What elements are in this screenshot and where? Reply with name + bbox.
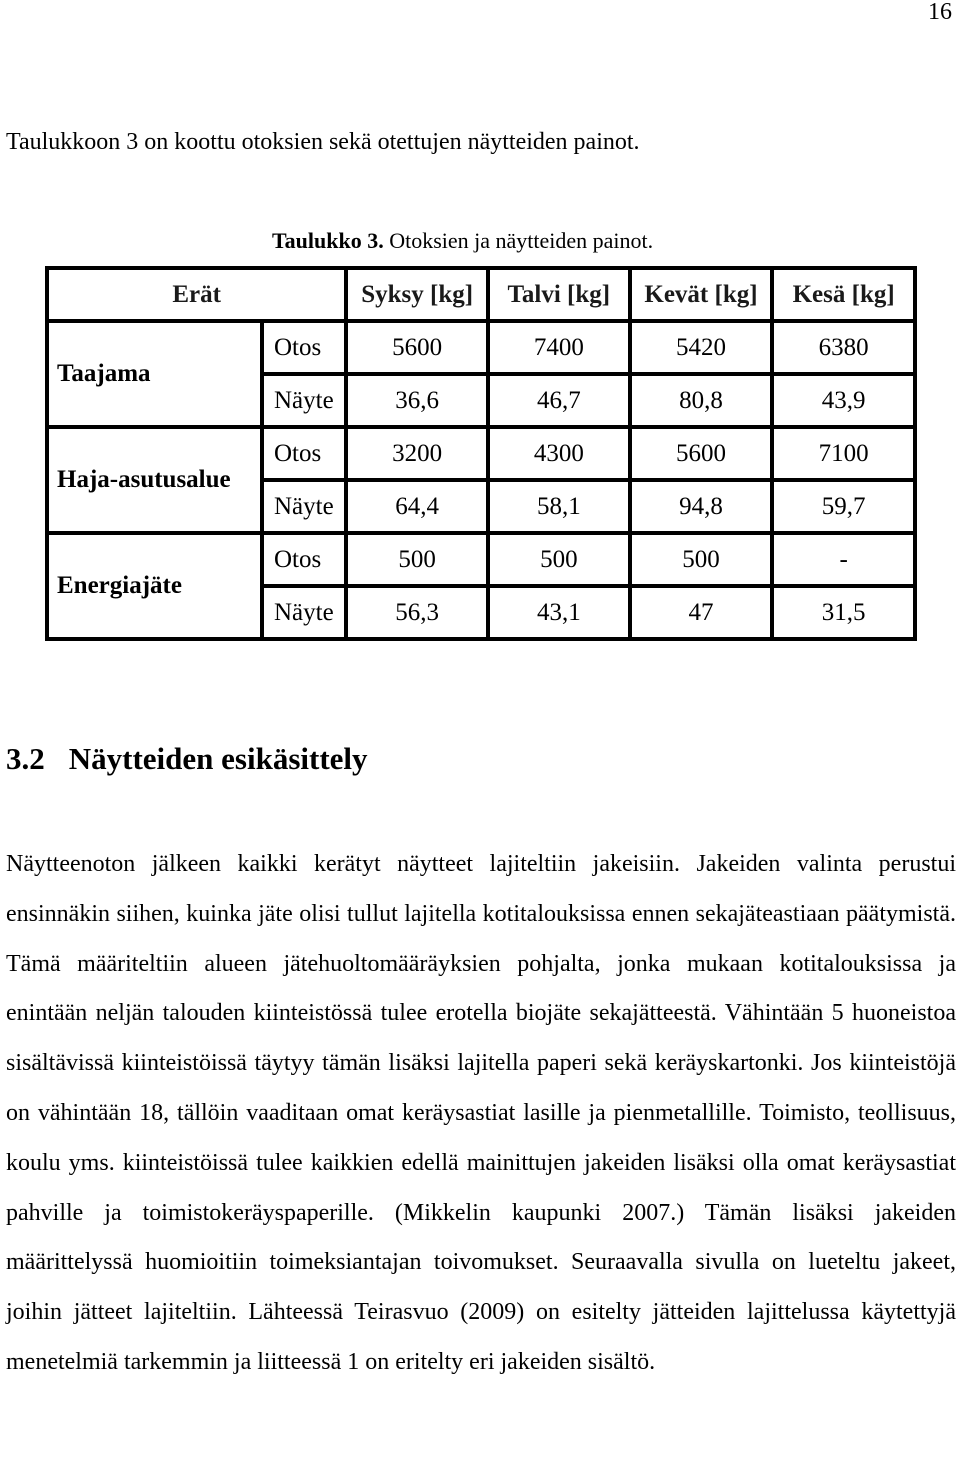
group-cell: Haja-asutusalue <box>47 427 262 533</box>
row-type-cell: Näyte <box>262 480 346 533</box>
row-type-cell: Otos <box>262 321 346 374</box>
row-type-cell: Näyte <box>262 586 346 639</box>
section-number: 3.2 <box>6 741 45 776</box>
header-cell: Kesä [kg] <box>772 268 915 321</box>
table-row <box>47 533 915 586</box>
value-cell: 58,1 <box>488 480 630 533</box>
value-cell: 6380 <box>772 321 915 374</box>
value-cell: 5420 <box>630 321 773 374</box>
value-cell: 56,3 <box>346 586 488 639</box>
table-row <box>47 427 915 480</box>
group-cell: Taajama <box>47 321 262 427</box>
value-cell: 7400 <box>488 321 630 374</box>
header-cell: Syksy [kg] <box>346 268 488 321</box>
table-row <box>47 321 915 374</box>
value-cell: 3200 <box>346 427 488 480</box>
body-paragraph: Näytteenoton jälkeen kaikki kerätyt näytteet lajiteltiin jakeisiin. Jakeiden valinta perustui ensinnäkin siihen, kuinka jäte olisi tullut lajitella kotitalouksissa ennen sekajäteastiaan päätymistä. Tämä määriteltiin alueen jätehuoltomääräyksien pohjalta, jonka mukaan kotitalouksissa ja enintään neljän talouden kiinteistössä tulee erotella biojäte sekajätteestä. Vähintään 5 huoneistoa sisältävissä kiinteistöissä täytyy tämän lisäksi lajitella paperi sekä keräyskartonki. Jos kiinteistöjä on vähintään 18, tällöin vaaditaan omat keräysastiat lasille ja pienmetallille. Toimisto, teollisuus, koulu yms. kiinteistöissä tulee kaikkien edellä mainittujen jakeiden lisäksi olla omat keräysastiat pahville ja toimistokeräyspaperille. (Mikkelin kaupunki 2007.) Tämän lisäksi jakeiden määrittelyssä huomioitiin toimeksiantajan toivomukset. Seuraavalla sivulla on lueteltu jakeet, joihin jätteet lajiteltiin. Lähteessä Teirasvuo (2009) on esitelty jätteiden lajittelussa käytettyjä menetelmiä tarkemmin ja liitteessä 1 on eritelty eri jakeiden sisältö. <box>6 851 956 1375</box>
intro-paragraph: Taulukkoon 3 on koottu otoksien sekä otettujen näytteiden painot. <box>6 129 640 155</box>
value-cell: 80,8 <box>630 374 773 427</box>
row-type-cell: Otos <box>262 533 346 586</box>
header-cell: Kevät [kg] <box>630 268 773 321</box>
group-cell: Energiajäte <box>47 533 262 639</box>
value-cell: 4300 <box>488 427 630 480</box>
value-cell: 7100 <box>772 427 915 480</box>
value-cell: 59,7 <box>772 480 915 533</box>
value-cell: 500 <box>630 533 773 586</box>
value-cell: 31,5 <box>772 586 915 639</box>
section-title: Näytteiden esikäsittely <box>68 741 368 776</box>
value-cell: 5600 <box>630 427 773 480</box>
section-heading <box>6 740 368 778</box>
value-cell: 36,6 <box>346 374 488 427</box>
value-cell: 5600 <box>346 321 488 374</box>
value-cell: 47 <box>630 586 773 639</box>
page-number: 16 <box>928 0 952 25</box>
value-cell: 43,1 <box>488 586 630 639</box>
weights-table <box>45 266 917 641</box>
value-cell: 64,4 <box>346 480 488 533</box>
value-cell: 46,7 <box>488 374 630 427</box>
value-cell: 94,8 <box>630 480 773 533</box>
table-caption-text: Otoksien ja näytteiden painot. <box>389 228 654 253</box>
value-cell: 43,9 <box>772 374 915 427</box>
table-caption-label: Taulukko 3. <box>272 228 384 253</box>
table-header-row <box>47 268 915 321</box>
value-cell: 500 <box>488 533 630 586</box>
value-cell: 500 <box>346 533 488 586</box>
row-type-cell: Otos <box>262 427 346 480</box>
row-type-cell: Näyte <box>262 374 346 427</box>
value-cell: - <box>772 533 915 586</box>
header-cell: Talvi [kg] <box>488 268 630 321</box>
header-cell: Erät <box>47 268 346 321</box>
table-caption <box>272 228 653 254</box>
